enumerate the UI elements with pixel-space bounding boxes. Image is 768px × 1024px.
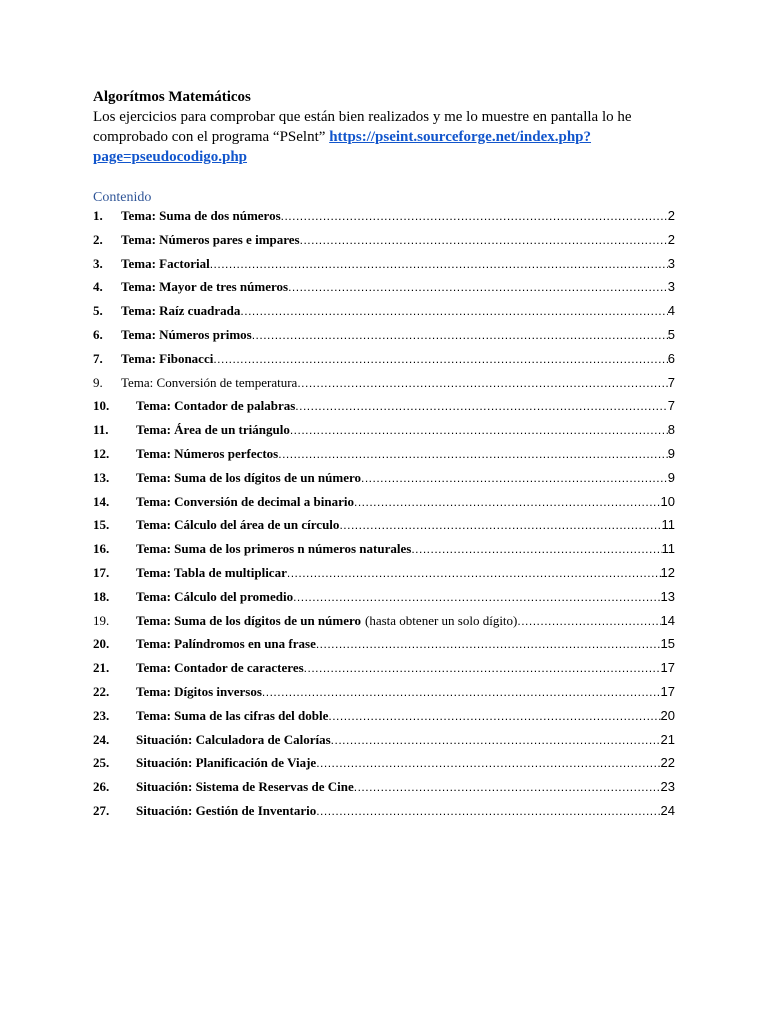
toc-entry-title: Tema: Área de un triángulo: [136, 422, 290, 438]
toc-entry-page: 15: [660, 636, 675, 652]
toc-entry-number: 15.: [93, 517, 110, 533]
toc-dot-leader: [297, 374, 667, 392]
toc-entry[interactable]: [93, 278, 675, 302]
toc-dot-leader: [316, 802, 660, 820]
toc-entry[interactable]: [93, 564, 675, 588]
toc-entry-number: 24.: [93, 731, 110, 747]
toc-dot-leader: [287, 564, 661, 582]
toc-dot-leader: [210, 255, 668, 273]
toc-entry-title: Tema: Contador de palabras: [136, 398, 296, 414]
toc-entry-page: 3: [667, 279, 675, 295]
toc-entry-number: 25.: [93, 755, 110, 771]
toc-entry-page: 12: [660, 564, 675, 580]
toc-entry[interactable]: [93, 707, 675, 731]
toc-entry-number: 10.: [93, 398, 110, 414]
toc-entry-page: 6: [667, 350, 675, 366]
toc-entry[interactable]: [93, 516, 675, 540]
toc-entry[interactable]: [93, 540, 675, 564]
toc-entry[interactable]: [93, 374, 675, 398]
toc-entry-number: 21.: [93, 660, 110, 676]
toc-entry-page: 2: [667, 208, 675, 223]
toc-entry-title: Situación: Planificación de Viaje: [136, 755, 317, 771]
toc-dot-leader: [354, 493, 661, 511]
toc-entry-title: Tema: Contador de caracteres: [136, 660, 304, 676]
toc-entry-page: 13: [660, 588, 675, 604]
toc-entry[interactable]: [93, 302, 675, 326]
toc-entry-page: 11: [661, 541, 675, 557]
toc-entry-number: 6.: [93, 326, 103, 342]
toc-entry-page: 10: [660, 493, 675, 509]
toc-dot-leader: [293, 588, 660, 606]
toc-entry-title: Tema: Conversión de decimal a binario: [136, 493, 354, 509]
toc-entry-title: Tema: Cálculo del área de un círculo: [136, 517, 340, 533]
toc-entry-page: 23: [660, 779, 675, 795]
toc-entry[interactable]: [93, 350, 675, 374]
toc-dot-leader: [262, 683, 661, 701]
toc-entry-page: 14: [660, 612, 675, 628]
toc-dot-leader: [295, 397, 667, 415]
toc-entry-page: 4: [667, 303, 675, 319]
toc-heading: Contenido: [93, 190, 152, 205]
toc-entry-page: 7: [667, 398, 675, 414]
toc-dot-leader: [316, 635, 661, 653]
document-title: Algorítmos Matemáticos: [93, 89, 251, 105]
toc-entry[interactable]: [93, 778, 675, 802]
toc-entry-title: Tema: Suma de dos números: [121, 208, 281, 223]
toc-entry-page: 5: [667, 326, 675, 342]
intro-text: Los ejercicios para comprobar que están bien realizados y me lo muestre en pantalla lo he comprobado con el programa “PSelnt”: [93, 109, 632, 145]
toc-entry-page: 9: [667, 469, 675, 485]
toc-entry-title: Tema: Dígitos inversos: [136, 683, 262, 699]
toc-entry[interactable]: [93, 469, 675, 493]
toc-entry[interactable]: [93, 731, 675, 755]
intro-paragraph: [93, 107, 675, 167]
toc-entry-number: 20.: [93, 636, 110, 652]
toc-entry[interactable]: [93, 612, 675, 636]
toc-entry-title: Tema: Suma de los dígitos de un número: [136, 612, 362, 628]
toc-entry-page: 20: [660, 707, 675, 723]
toc-dot-leader: [354, 778, 661, 796]
toc-entry[interactable]: [93, 635, 675, 659]
toc-entry-number: 26.: [93, 779, 110, 795]
toc-entry-title: Tema: Suma de los primeros n números naturales: [136, 541, 412, 557]
toc-dot-leader: [290, 421, 668, 439]
toc-entry[interactable]: [93, 421, 675, 445]
toc-entry-title: Tema: Raíz cuadrada: [121, 303, 241, 319]
toc-entry-page: 8: [667, 422, 675, 438]
toc-entry[interactable]: [93, 588, 675, 612]
toc-dot-leader: [331, 731, 661, 749]
toc-entry[interactable]: [93, 397, 675, 421]
toc-entry-number: 4.: [93, 279, 103, 295]
toc-dot-leader: [361, 469, 668, 487]
toc-dot-leader: [288, 278, 668, 296]
toc-entry[interactable]: [93, 659, 675, 683]
toc-entry-number: 19.: [93, 612, 110, 628]
toc-entry[interactable]: [93, 255, 675, 279]
toc-entry-number: 27.: [93, 802, 110, 818]
toc-entry-number: 7.: [93, 350, 103, 366]
toc-entry-page: 24: [660, 802, 675, 818]
toc-entry-number: 12.: [93, 445, 110, 461]
toc-entry-page: 17: [660, 683, 675, 699]
toc-entry-number: 17.: [93, 564, 110, 580]
toc-entry-number: 18.: [93, 588, 110, 604]
toc-list: [93, 207, 675, 826]
toc-entry-number: 9.: [93, 374, 103, 390]
toc-entry-page: 2: [667, 231, 675, 247]
toc-entry[interactable]: [93, 207, 675, 231]
toc-dot-leader: [316, 754, 660, 772]
toc-dot-leader: [517, 612, 660, 630]
toc-entry-title: Tema: Mayor de tres números: [121, 279, 289, 295]
toc-dot-leader: [281, 207, 668, 225]
toc-entry-number: 3.: [93, 255, 103, 271]
toc-entry-title: Situación: Calculadora de Calorías: [136, 731, 331, 747]
toc-entry-number: 11.: [93, 422, 109, 438]
toc-entry-page: 11: [661, 517, 675, 533]
toc-entry-number: 23.: [93, 707, 110, 723]
toc-entry-page: 3: [667, 255, 675, 271]
toc-entry-title: Tema: Números primos: [121, 326, 252, 342]
toc-dot-leader: [339, 516, 661, 534]
toc-dot-leader: [328, 707, 660, 725]
toc-entry[interactable]: [93, 445, 675, 469]
toc-entry-number: 22.: [93, 683, 110, 699]
toc-dot-leader: [278, 445, 668, 463]
toc-entry-title: Tema: Cálculo del promedio: [136, 588, 294, 604]
toc-entry[interactable]: [93, 754, 675, 778]
toc-entry-title: Tema: Palíndromos en una frase: [136, 636, 316, 652]
toc-entry-title: Tema: Factorial: [121, 255, 210, 271]
document-page: [93, 87, 675, 826]
toc-dot-leader: [240, 302, 667, 320]
toc-entry-number: 16.: [93, 541, 110, 557]
toc-entry-number: 13.: [93, 469, 110, 485]
toc-dot-leader: [252, 326, 668, 344]
toc-entry[interactable]: [93, 231, 675, 255]
toc-entry-page: 21: [660, 731, 675, 747]
toc-entry-title: Situación: Gestión de Inventario: [136, 802, 317, 818]
toc-entry-number: 14.: [93, 493, 110, 509]
toc-dot-leader: [300, 231, 668, 249]
toc-dot-leader: [213, 350, 667, 368]
toc-dot-leader: [411, 540, 661, 558]
toc-dot-leader: [304, 659, 661, 677]
toc-entry-title: Tema: Suma de las cifras del doble: [136, 707, 329, 723]
toc-entry-title: Tema: Suma de los dígitos de un número: [136, 469, 362, 485]
toc-entry-page: 7: [667, 374, 675, 390]
toc-entry-title: Tema: Conversión de temperatura: [121, 374, 298, 390]
toc-entry-page: 9: [667, 445, 675, 461]
pseint-link[interactable]: https://pseint.sourceforge.net/index.php?page=pseudocodigo.php: [93, 129, 592, 165]
toc-entry-number: 1.: [93, 208, 103, 223]
toc-entry[interactable]: [93, 683, 675, 707]
toc-entry-page: 17: [660, 660, 675, 676]
toc-entry-title: Tema: Números pares e impares: [121, 231, 300, 247]
toc-entry-title: Situación: Sistema de Reservas de Cine: [136, 779, 354, 795]
toc-entry-page: 22: [660, 755, 675, 771]
toc-entry-title: Tema: Tabla de multiplicar: [136, 564, 287, 580]
toc-entry-title: Tema: Fibonacci: [121, 350, 214, 366]
toc-entry-extra: (hasta obtener un solo dígito): [365, 612, 518, 628]
toc-entry[interactable]: [93, 326, 675, 350]
toc-entry[interactable]: [93, 493, 675, 517]
toc-entry-number: 5.: [93, 303, 103, 319]
toc-entry-number: 2.: [93, 231, 103, 247]
toc-entry-title: Tema: Números perfectos: [136, 445, 279, 461]
toc-entry[interactable]: [93, 802, 675, 826]
